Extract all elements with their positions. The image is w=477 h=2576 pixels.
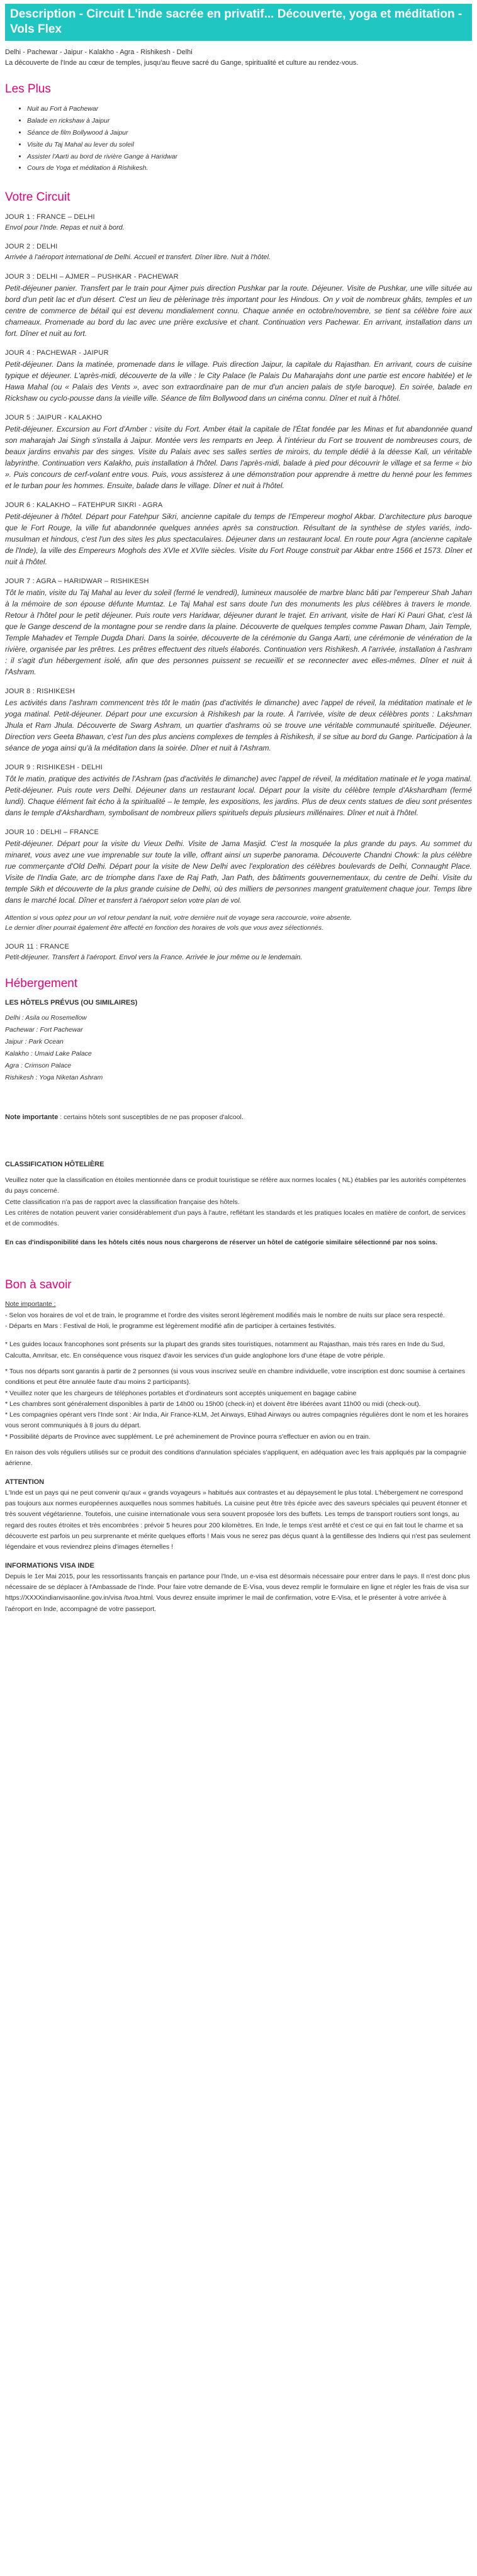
day-title: JOUR 7 : AGRA – HARIDWAR – RISHIKESH: [5, 577, 149, 586]
guides-note: * Les guides locaux francophones sont présents sur la plupart des grands sites touristiques, notamment au Rajasthan, mais très rares en Inde du Sud, Calcutta, Amritsar, etc. En conséquence vous risquez d'avoir les services d'un guide anglophone lors d'une étape de votre périple.: [5, 1341, 445, 1359]
list-item: • Assister l'Aarti au bord de rivière Gange à Haridwar: [27, 151, 472, 163]
info-line: * Tous nos départs sont garantis à partir de 2 personnes (si vous vous inscrivez seul/e en chambre individuelle, votre inscription est donc soumise à certaines conditions et peut être annulée faute d'au moins 2 participants).: [5, 1367, 466, 1386]
day-title: JOUR 9 : RISHIKESH - DELHI: [5, 764, 103, 772]
day-1: [5, 212, 472, 233]
votre-circuit-heading: Votre Circuit: [5, 191, 70, 204]
hotel-item: Rishikesh : Yoga Niketan Ashram: [5, 1073, 103, 1081]
info-line: * Veuillez noter que les chargeurs de téléphones portables et d'ordinateurs sont acceptés uniquement en bagage cabine: [5, 1389, 357, 1397]
visa-text: Depuis le 1er Mai 2015, pour les ressortissants français en partance pour l'Inde, un e-visa est désormais nécessaire pour entrer dans le pays. Il n'est donc plus nécessaire de se déplacer à l'Ambassade de l'Inde. Pour faire votre demande de E-Visa, vous devez remplir le formulaire en ligne et régler les frais de visa sur https://XXXXindianvisaonline.gov.in/visa /tvoa.html. Vous devrez ensuite imprimer le mail de confirmation, votre E-Visa, et le présenter à votre arrivée à l'aéroport en Inde, accompagné de votre passeport.: [5, 1572, 470, 1613]
info-line: * Les compagnies opérant vers l'Inde sont : Air India, Air France-KLM, Jet Airways, Etihad Airways ou autres compagnies régulières dont le nom et les horaires vous seront communiqués à 8 jours du départ.: [5, 1411, 469, 1430]
day-text: [5, 838, 472, 906]
flight-note-line: Attention si vous optez pour un vol retour pendant la nuit, votre dernière nuit de voyage sera raccourcie, voire absente.: [5, 913, 352, 922]
day-text: Petit-déjeuner. Dans la matinée, promenade dans le village. Puis direction Jaipur, la capitale du Rajasthan. En arrivant, cours de cuisine typique et déjeuner. L'après-midi, découverte de la ville : le City Palace (le Palais Du Maharajahs dont une partie est encore habitée) et le Hawa Mahal (ou « Palais des Vents », avec son extraordinaire pan de mur d'un ancien palais de style baroque). En soirée, balade en Rickshaw ou cyclo-pousse dans la vieille ville. Séance de film Bollywood dans un cinéma connu. Dîner et nuit à l'hôtel.: [5, 360, 472, 403]
flight-note-line: Le dernier dîner pourrait également être affecté en fonction des horaires de vols que vous avez sélectionnés.: [5, 924, 324, 932]
classification-line: Cette classification n'a pas de rapport avec la classification française des hôtels.: [5, 1198, 240, 1206]
indispo-text: En cas d'indisponibilité dans les hôtels cités nous nous chargerons de réserver un hôtel de catégorie similaire sélectionné par nos soins.: [5, 1238, 437, 1246]
list-item: • Balade en rickshaw à Jaipur: [27, 115, 472, 127]
page-title: Description - Circuit L'inde sacrée en privatif... Découverte, yoga et méditation - Vols Flex: [10, 8, 463, 36]
note-text: : certains hôtels sont susceptibles de ne pas proposer d'alcool.: [58, 1113, 244, 1121]
hotel-item: Agra : Crimson Palace: [5, 1061, 72, 1069]
day-text: Les activités dans l'ashram commencent très tôt le matin (pas d'activités le dimanche) avec l'appel de réveil, la méditation matinale et le yoga matinal. Petit-déjeuner. Départ pour une excursion à Rishikesh par la route. À l'arrivée, visite de deux célèbres ponts : Lakshman Jhula et Ram Jhula. Découverte de Swarg Ashram, un quartier d'ashrams où se trouve une véritable communauté spirituelle. Déjeuner. Direction vers Geeta Bhawan, c'est l'un des plus anciens complexes de temples à Rishikesh, il se situe au bord du Gange. Participation à la séance de yoga ainsi qu'à la méditation dans la soirée. Dîner et nuit à l'Ashram.: [5, 698, 472, 753]
info-line: - Selon vos horaires de vol et de train, le programme et l'ordre des visites seront légèrement modifiés mais le nombre de nuits sur place sera respecté.: [5, 1311, 445, 1319]
alcohol-note: [5, 1112, 472, 1123]
day-3: [5, 272, 472, 339]
visa-heading: INFORMATIONS VISA INDE: [5, 1561, 94, 1570]
day-2: [5, 242, 472, 263]
day-4: [5, 348, 472, 404]
day-title: JOUR 4 : PACHEWAR - JAIPUR: [5, 348, 109, 357]
day-5: [5, 413, 472, 491]
important-label: Note importante :: [5, 1300, 56, 1308]
day-text: Petit-déjeuner. Transfert à l'aéroport. Envol vers la France. Arrivée le jour même ou le lendemain.: [5, 954, 303, 962]
info-line: - Départs en Mars : Festival de Holi, le programme est légèrement modifié afin de participer à certaines festivités.: [5, 1322, 336, 1330]
hotel-list: [5, 1012, 472, 1083]
bon-a-savoir-heading: Bon à savoir: [5, 1278, 72, 1291]
list-item: • Cours de Yoga et méditation à Rishikesh.: [27, 162, 472, 174]
day-text: Tôt le matin, visite du Taj Mahal au lever du soleil (fermé le vendredi), lumineux mausolée de marbre blanc bâti par l'empereur Shah Jahan à la mémoire de son épouse défunte Mumtaz. Le Taj Mahal est sans doute l'un des monuments les plus célèbres à travers le monde. Retour à l'hôtel pour le petit déjeuner. Puis route vers Haridwar, déjeuner durant le trajet. En arrivant, visite de Hari Ki Pauri Ghat, c'est là que le Gange descend de la montagne pour se rendre dans la plaine. Découverte de quelques temples comme Pawan Dham, Jain Temple, Temple Mahadev et Temple Dugda Dhari. Dans la soirée, découverte de la cérémonie du Ganga Aarti, une cérémonie de vénération de la rivière, organisée par les prêtres. Les prêtres effectuent des rituels élaborés. Continuation vers Rishikesh. A l'arrivée, installation à l'ashram : il s'agit d'un hébergement isolé, afin que des personnes puissent se recueillir et se reconnecter avec elles-mêmes. Dîner et nuit à l'Ashram.: [5, 588, 472, 677]
classification-line: Les critères de notation peuvent varier considérablement d'un pays à l'autre, reflétant les standards et les pratiques locales en matière de confort, de services et de commodités.: [5, 1208, 466, 1228]
day-text: Petit-déjeuner panier. Transfert par le train pour Ajmer puis direction Pushkar par la route. Déjeuner. Visite de Pushkar, une ville située au bord d'un petit lac et d'un désert. C'est un lieu de pèlerinage très important pour les Hindous. On y voit de nombreux ghâts, temples et un centre de commerce de bétail qui est devenu mondialement connu. Chaque année en octobre/novembre, se tient sa célèbre foire aux chameaux. Promenade au bord du lac avec une prière exclusive et chant. Continuation vers Pachewar. En arrivant, installation dans un fort. Dîner et nuit au fort.: [5, 283, 472, 338]
day-title: JOUR 8 : RISHIKESH: [5, 688, 76, 696]
route-line: Delhi - Pachewar - Jaipur - Kalakho - Agra - Rishikesh - Delhi: [5, 48, 193, 56]
list-item: • Visite du Taj Mahal au lever du soleil: [27, 139, 472, 151]
hotel-item: Jaipur : Park Ocean: [5, 1038, 64, 1046]
hotel-item: Pachewar : Fort Pachewar: [5, 1026, 83, 1034]
day-10: [5, 827, 472, 906]
day-9: [5, 762, 472, 818]
day-text: Tôt le matin, pratique des activités de l'Ashram (pas d'activités le dimanche) avec l'appel de réveil, la méditation matinale et le yoga matinal. Petit-déjeuner. Puis route vers Delhi. Déjeuner dans un restaurant local. Départ pour la visite du célèbre temple d'Akshardham (fermé lundi). Chaque élément fait écho à la spiritualité – le temple, les expositions, les jardins. Plus de deux cents statues de dieu sont présentes dans le temple d'Akshardham, symbolisant de nombreux piliers spirituels depuis plusieurs millénaires. Dîner et nuit à l'hôtel.: [5, 774, 472, 818]
list-item: • Séance de film Bollywood à Jaipur: [27, 127, 472, 139]
day-11: [5, 942, 472, 963]
hotel-item: Delhi : Asila ou Rosemellow: [5, 1014, 87, 1022]
day-text: Arrivée à l'aéroport international de Delhi. Accueil et transfert. Dîner libre. Nuit à l'hôtel.: [5, 254, 271, 262]
intro-text: La découverte de l'Inde au cœur de temples, jusqu'au fleuve sacré du Gange, spiritualité et culture au rendez-vous.: [5, 59, 359, 67]
day-title: JOUR 5 : JAIPUR - KALAKHO: [5, 414, 103, 421]
attention-text: L'Inde est un pays qui ne peut convenir qu'aux « grands voyageurs » habitués aux contrastes et au dépaysement le plus total. L'hébergement ne correspond pas toujours aux normes européennes auxquelles nous sommes habitués. La cuisine peut être très épicée avec des saveurs spéciales qui peuvent étonner et très souvent végétarienne. Toutefois, une cuisine internationale vous sera souvent proposée lors des buffets. Les temps de transport routiers sont longs, au regard des routes étroites et très encombrées : prévoir 5 heures pour 200 kilomètres. En Inde, le temps s'est arrêté et c'est ce qui en fait tout le charme et sa découverte est parfois un peu surprenante et mérite quelques efforts ! Mais vous ne serez pas déçus quant à la gentillesse des Indiens qui n'est pas seulement légendaire et vous reviendrez pleins d'images éternelles !: [5, 1488, 471, 1551]
info-line: En raison des vols réguliers utilisés sur ce produit des conditions d'annulation spéciales s'appliquent, en adéquation avec les frais appliqués par la compagnie aérienne.: [5, 1449, 467, 1468]
day-8: [5, 686, 472, 754]
day-7: [5, 576, 472, 677]
day-title: JOUR 3 : DELHI – AJMER – PUSHKAR - PACHEWAR: [5, 272, 179, 281]
note-label: Note importante: [5, 1113, 59, 1121]
day-title: JOUR 11 : FRANCE: [5, 943, 70, 951]
flight-note: [5, 913, 472, 934]
classification-line: Veuillez noter que la classification en étoiles mentionnée dans ce produit touristique se réfère aux normes locales ( NL) établies par les autorités compétentes du pays concerné.: [5, 1176, 466, 1195]
les-plus-list: [27, 103, 472, 174]
day-title: JOUR 6 : KALAKHO – FATEHPUR SIKRI - AGRA: [5, 501, 163, 510]
day-text-tail: et transfert à l'aéroport selon votre plan de vol.: [97, 897, 242, 905]
classification-text: [5, 1175, 472, 1230]
list-item: • Nuit au Fort à Pachewar: [27, 103, 472, 115]
attention-heading: ATTENTION: [5, 1478, 45, 1486]
indispo-note: [5, 1237, 472, 1248]
hotel-item: Kalakho : Umaid Lake Palace: [5, 1050, 92, 1058]
hotels-subheading: LES HÔTELS PRÉVUS (OU SIMILAIRES): [5, 999, 138, 1007]
info-line: * Possibilité départs de Province avec supplément. Le pré acheminement de Province pourra s'effectuer en avion ou en train.: [5, 1432, 371, 1441]
day-6: [5, 500, 472, 567]
day-text: Petit-déjeuner. Excursion au Fort d'Amber : visite du Fort. Amber était la capitale de l'État fondée par les Minas et fut abandonnée quand son maharajah Jai Singh s'installa à Jaipur. Montée vers les remparts en Jeep. À l'intérieur du Fort se trouvent de nombreuses cours, de beaux jardins envahis par des singes. Visite du Palais avec ses salles serties de miroirs, du temple dédié à la déesse Kali, un véritable labyrinthe. Continuation vers Kalakho, puis installation à l'hôtel. Dans l'après-midi, balade à pied pour découvrir le village et sa ferme « bio ». Puis concours de cerf-volant entre vous. Puis, vous assisterez à une démonstration pour apprendre à mettre du henné pour les femmes et le turban pour les hommes. Ensuite, balade dans le village. Dîner et nuit à l'hôtel.: [5, 425, 472, 491]
day-title: JOUR 10 : DELHI – FRANCE: [5, 828, 99, 837]
info-line: * Les chambres sont généralement disponibles à partir de 14h00 ou 15h00 (check-in) et doivent être libérées avant 11h00 ou midi (check-out).: [5, 1400, 421, 1408]
title-bar: [5, 4, 472, 41]
day-title: JOUR 2 : DELHI: [5, 243, 58, 251]
day-text: Envol pour l'Inde. Repas et nuit à bord.: [5, 223, 125, 231]
day-text: Petit-déjeuner à l'hôtel. Départ pour Fatehpur Sikri, ancienne capitale du temps de l'Empereur moghol Akbar. D'architecture plus baroque que le Fort Rouge, la ville fut abandonnée quelques années après sa construction. Résultant de la synthèse de styles variés, indo-musulman et hindous, c'est l'un des sites les plus spectaculaires. Déjeuner dans un restaurant local. En route pour Agra (ancienne capitale de l'Inde), la ville des Empereurs Moghols des XVIe et XVIIe siècles. Visite du Fort Rouge construit par Akbar entre 1566 et 1573. Dîner et nuit à l'hôtel.: [5, 512, 472, 567]
day-title: JOUR 1 : FRANCE – DELHI: [5, 213, 95, 221]
classification-heading: CLASSIFICATION HÔTELIÈRE: [5, 1161, 104, 1168]
les-plus-heading: Les Plus: [5, 82, 51, 96]
day-text-main: Petit-déjeuner. Départ pour la visite du Vieux Delhi. Visite de Jama Masjid. C'est la mosquée la plus grande du pays. Au sommet du minaret, vous avez une vue imprenable sur toute la ville, offrant ainsi un superbe panorama. Découverte Chandni Chowk: la plus célèbre rue commerçante d'Old Delhi. Départ pour la visite de New Delhi avec l'exploration des célèbres boulevards de Delhi, Connaught Place. Visite de l'India Gate, arc de triomphe dans l'axe de Raj Path, Jan Path, des bâtiments gouvernementaux, du centre de Delhi. Visite du temple Sikh et découverte de la plus grande cuisine de Delhi, où des milliers de personnes mangent gratuitement chaque jour. Temps libre dans le marché local. Dîner: [5, 839, 472, 905]
hebergement-heading: Hébergement: [5, 976, 78, 990]
